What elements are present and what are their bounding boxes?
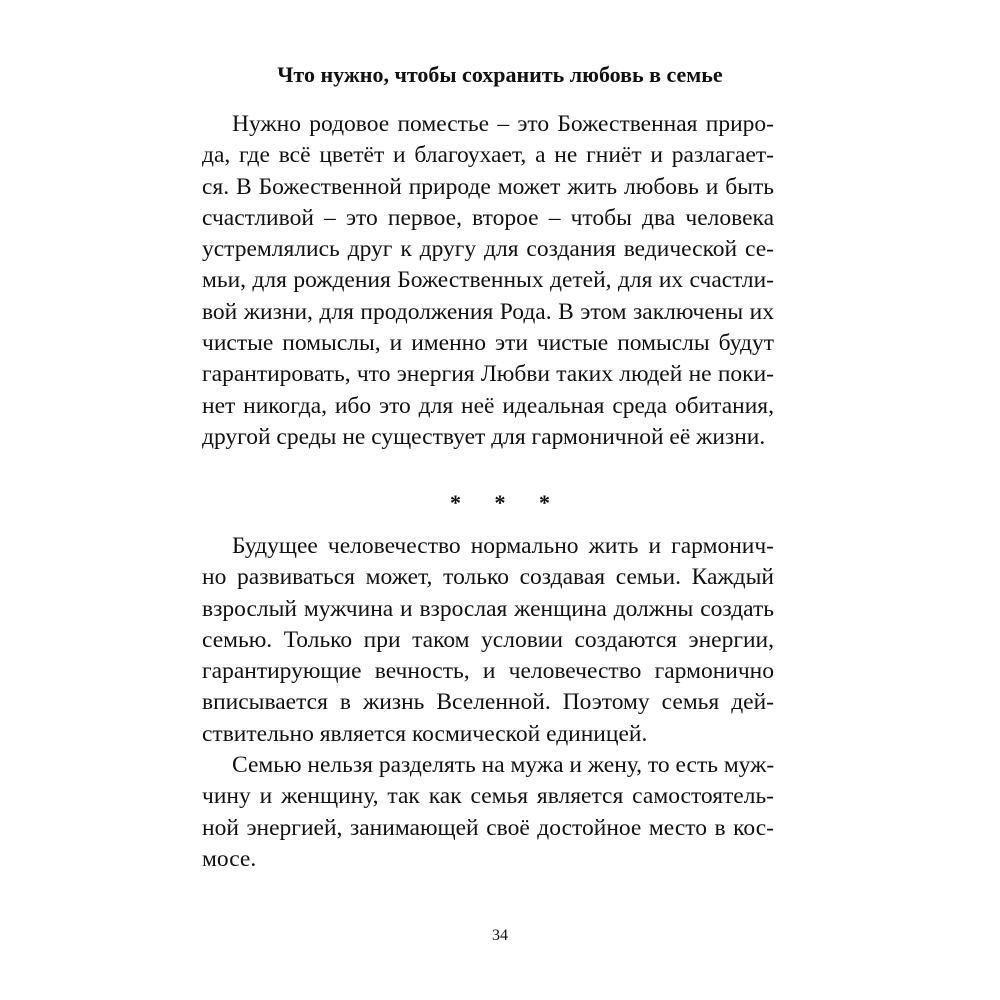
paragraph-2	[202, 531, 774, 750]
paragraph-line: но развиваться может, только создавая семьи. Каждый	[202, 564, 774, 591]
paragraph-line: устремлялись друг к другу для создания ведической се-	[202, 236, 774, 263]
paragraph-line: нет никогда, ибо это для неё идеальная среда обитания,	[202, 392, 774, 419]
paragraph-line: взрослый мужчина и взрослая женщина должны создать	[202, 595, 774, 622]
paragraph-line: Семью нельзя разделять на мужа и жену, то есть муж-	[232, 752, 775, 778]
page-number: 34	[492, 927, 508, 944]
paragraph-line: вой жизни, для продолжения Рода. В этом заключены их	[202, 298, 774, 325]
paragraph-line: мосе.	[202, 845, 257, 872]
paragraph-line: семью. Только при таком условии создаются энергии,	[202, 626, 774, 653]
paragraph-line: чистые помыслы, и именно эти чистые помыслы будут	[202, 330, 774, 357]
paragraph-line: гарантирующие вечность, и человечество гармонично	[202, 658, 774, 685]
paragraph-line: ся. В Божественной природе может жить любовь и быть	[202, 173, 774, 200]
paragraph-line: Нужно родовое поместье – это Божественная приро-	[232, 111, 774, 137]
paragraph-line: гарантировать, что энергия Любви таких людей не поки-	[202, 361, 774, 388]
paragraph-3	[202, 750, 774, 875]
paragraph-1	[202, 109, 774, 453]
paragraph-line: Будущее человечество нормально жить и гармонич-	[232, 533, 774, 559]
chapter-title: Что нужно, чтобы сохранить любовь в семье	[277, 62, 723, 87]
section-separator: * * *	[450, 490, 564, 515]
paragraph-line: ной энергией, занимающей своё достойное место в кос-	[202, 814, 774, 841]
paragraph-line: счастливой – это первое, второе – чтобы два человека	[202, 204, 774, 231]
paragraph-line: другой среды не существует для гармоничной её жизни.	[202, 423, 766, 450]
paragraph-line: вписывается в жизнь Вселенной. Поэтому семья дей-	[202, 689, 774, 716]
paragraph-line: мьи, для рождения Божественных детей, для их счастли-	[202, 267, 774, 294]
paragraph-line: ствительно является космической единицей.	[202, 720, 648, 747]
paragraph-line: чину и женщину, так как семья является самостоятель-	[202, 783, 774, 810]
paragraph-line: да, где всё цветёт и благоухает, а не гниёт и разлагает-	[202, 142, 774, 169]
